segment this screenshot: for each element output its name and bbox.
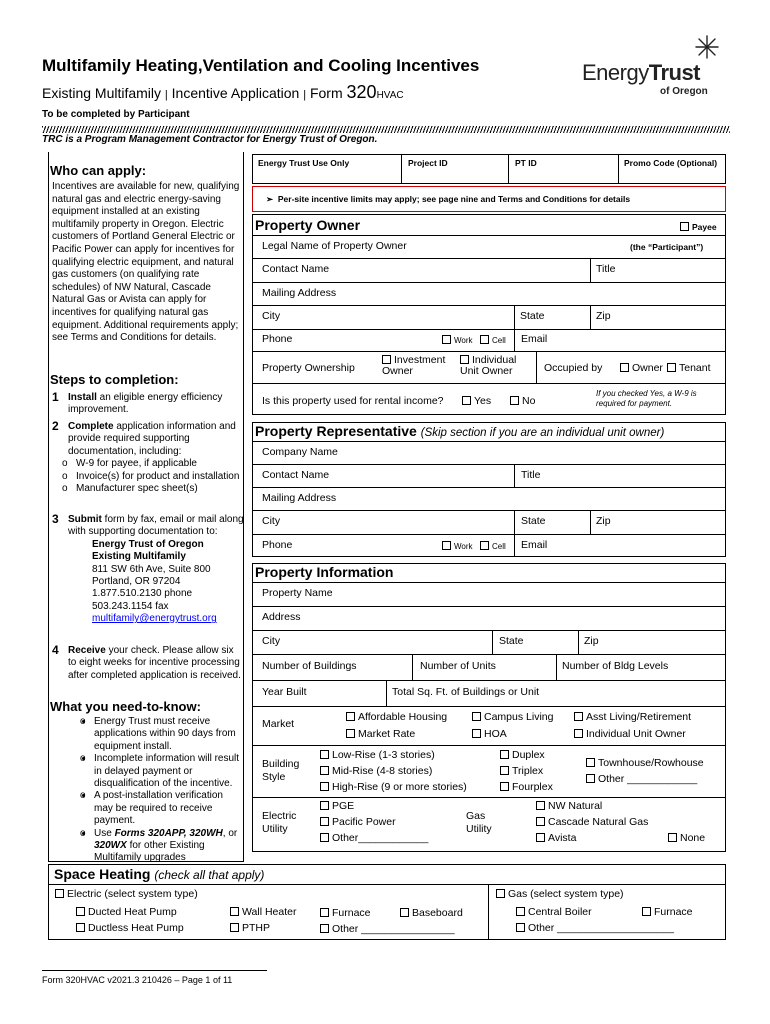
logo-sub: of Oregon	[660, 86, 708, 97]
participant-label: (the “Participant”)	[630, 242, 704, 252]
who-can-apply-body: Incentives are available for new, qualifying natural gas and electric energy-saving equipment installed at an existing multifamily property in Oregon. Electric customers of Portland General Electric or Pacific Power can apply for incentives for qualifying electric equipment, and natural gas customers (on qualifying rate schedules) of NW Natural, Cascade Natural Gas or Avista can apply for incentives for qualifying natural gas equipment. Additional requirements apply; see Terms and Conditions for details.	[52, 181, 240, 344]
step-1: 1 Install an eligible energy efficiency improvement.	[52, 390, 223, 416]
use-only-label: Energy Trust Use Only	[258, 158, 350, 168]
promo-code-label: Promo Code (Optional)	[624, 158, 718, 168]
rental-question: Is this property used for rental income?	[262, 395, 444, 407]
space-heating-heading: Space Heating (check all that apply)	[54, 866, 265, 882]
lowrise-checkbox[interactable]: Low-Rise (1-3 stories)	[320, 749, 435, 761]
property-zip-label: Zip	[584, 635, 599, 647]
electric-system-checkbox[interactable]: Electric (select system type)	[55, 888, 198, 900]
rep-state-label: State	[521, 515, 546, 527]
owner-phone-label: Phone	[262, 333, 293, 345]
townhouse-checkbox[interactable]: Townhouse/Rowhouse	[586, 757, 704, 769]
pthp-checkbox[interactable]: PTHP	[230, 922, 270, 934]
property-rep-heading: Property Representative (Skip section if you are an individual unit owner)	[255, 423, 665, 439]
rep-company-label: Company Name	[262, 446, 338, 458]
who-can-apply-heading: Who can apply:	[50, 163, 147, 178]
list-item: o Invoice(s) for product and installation	[76, 471, 244, 483]
hoa-checkbox[interactable]: HOA	[472, 728, 507, 740]
property-name-label: Property Name	[262, 587, 333, 599]
project-id-label: Project ID	[408, 158, 448, 168]
rep-city-label: City	[262, 515, 281, 527]
year-built-label: Year Built	[262, 686, 307, 698]
duplex-checkbox[interactable]: Duplex	[500, 749, 545, 761]
asst-living-checkbox[interactable]: Asst Living/Retirement	[574, 711, 691, 723]
central-boiler-checkbox[interactable]: Central Boiler	[516, 906, 592, 918]
energy-trust-logo	[582, 34, 722, 104]
pt-id-label: PT ID	[515, 158, 537, 168]
rep-contact-label: Contact Name	[262, 469, 330, 481]
cascade-checkbox[interactable]: Cascade Natural Gas	[536, 816, 648, 828]
w9-note: If you checked Yes, a W-9 is required for payment.	[596, 389, 697, 408]
step-2: 2 Complete application information and provide required supporting documentation, including: o W-9 for payee, if applicable o Invoice(s) for product and installation o Manufacturer spec sheet(s)	[52, 421, 244, 495]
furnace-checkbox[interactable]: Furnace	[320, 907, 371, 919]
logo-wordmark: EnergyTrust	[582, 60, 701, 85]
know-heading: What you need-to-know:	[50, 699, 201, 714]
pacific-power-checkbox[interactable]: Pacific Power	[320, 816, 396, 828]
spark-icon	[694, 34, 720, 60]
occupied-tenant-checkbox[interactable]: Tenant	[667, 362, 711, 374]
email-link[interactable]: multifamily@energytrust.org	[92, 613, 217, 625]
owner-mailing-label: Mailing Address	[262, 287, 337, 299]
avista-checkbox[interactable]: Avista	[536, 832, 576, 844]
building-style-label: Building Style	[262, 758, 300, 783]
midrise-checkbox[interactable]: Mid-Rise (4-8 stories)	[320, 765, 432, 777]
gas-none-checkbox[interactable]: None	[668, 832, 705, 844]
step-4: 4 Receive your check. Please allow six to eight weeks for incentive processing after completed application is received.	[52, 643, 241, 681]
highrise-checkbox[interactable]: High-Rise (9 or more stories)	[320, 781, 467, 793]
list-item: o • A post-installation verification may be required to receive payment.	[94, 790, 242, 827]
electric-other-heat-checkbox[interactable]: Other ________________	[320, 923, 455, 935]
rental-no-checkbox[interactable]: No	[510, 395, 535, 407]
hatch-divider	[42, 126, 730, 133]
footer-rule	[42, 970, 267, 971]
list-item: o • Use Forms 320APP, 320WH, or 320WX for other Existing Multifamily upgrades	[94, 828, 242, 865]
gas-furnace-checkbox[interactable]: Furnace	[642, 906, 693, 918]
buildings-label: Number of Buildings	[262, 660, 357, 672]
property-address-label: Address	[262, 611, 301, 623]
rep-phone-label: Phone	[262, 539, 293, 551]
individual-unit-checkbox[interactable]: Individual Unit Owner	[574, 728, 686, 740]
owner-city-label: City	[262, 310, 281, 322]
electric-utility-label: Electric Utility	[262, 810, 297, 835]
investment-owner-checkbox[interactable]: Investment Owner	[382, 354, 446, 377]
know-list	[50, 716, 242, 865]
nw-natural-checkbox[interactable]: NW Natural	[536, 800, 602, 812]
to-be-completed-note: To be completed by Participant	[42, 109, 190, 120]
payee-checkbox[interactable]: Payee	[680, 222, 717, 232]
gas-utility-label: Gas Utility	[466, 810, 492, 835]
property-owner-heading: Property Owner	[255, 217, 361, 233]
property-city-label: City	[262, 635, 281, 647]
gas-other-checkbox[interactable]: Other ____________________	[516, 922, 674, 934]
list-item: o W-9 for payee, if applicable	[76, 458, 244, 470]
rental-yes-checkbox[interactable]: Yes	[462, 395, 491, 407]
rep-cell-checkbox[interactable]: Cell	[480, 541, 506, 551]
list-item: o • Incomplete information will result in delayed payment or disqualification of the incentive.	[94, 753, 242, 790]
list-item: o • Energy Trust must receive applications within 90 days from equipment install.	[94, 716, 242, 753]
page-subtitle: Existing Multifamily | Incentive Application | Form 320HVAC	[42, 82, 404, 102]
ducted-checkbox[interactable]: Ducted Heat Pump	[76, 906, 177, 918]
property-rep-section	[252, 422, 726, 557]
page-footer: Form 320HVAC v2021.3 210426 – Page 1 of 11	[42, 975, 233, 985]
affordable-checkbox[interactable]: Affordable Housing	[346, 711, 447, 723]
triplex-checkbox[interactable]: Triplex	[500, 765, 543, 777]
owner-contact-label: Contact Name	[262, 263, 330, 275]
fourplex-checkbox[interactable]: Fourplex	[500, 781, 553, 793]
baseboard-checkbox[interactable]: Baseboard	[400, 907, 463, 919]
campus-checkbox[interactable]: Campus Living	[472, 711, 553, 723]
rep-mailing-label: Mailing Address	[262, 492, 337, 504]
owner-work-checkbox[interactable]: Work	[442, 335, 473, 345]
legal-name-label: Legal Name of Property Owner	[262, 240, 407, 252]
electric-other-checkbox[interactable]: Other____________	[320, 832, 428, 844]
gas-system-checkbox[interactable]: Gas (select system type)	[496, 888, 624, 900]
rep-zip-label: Zip	[596, 515, 611, 527]
incentive-limit-note: ➢ Per-site incentive limits may apply; see page nine and Terms and Conditions for details	[266, 194, 631, 204]
individual-owner-checkbox[interactable]: Individual Unit Owner	[460, 354, 517, 377]
owner-state-label: State	[520, 310, 545, 322]
occupied-owner-checkbox[interactable]: Owner	[620, 362, 663, 374]
rep-email-label: Email	[521, 539, 548, 551]
wall-heater-checkbox[interactable]: Wall Heater	[230, 906, 296, 918]
levels-label: Number of Bldg Levels	[562, 660, 669, 672]
step-3: 3 Submit form by fax, email or mail along with supporting documentation to: Energy Trust of Oregon Existing Multifamily 811 SW 6th Ave, Suite 800 Portland, OR 97204 1.877.510.2130 phone 503.243.1154 fax multifamily@energytrust.org	[52, 512, 244, 625]
owner-zip-label: Zip	[596, 310, 611, 322]
ductless-checkbox[interactable]: Ductless Heat Pump	[76, 922, 184, 934]
owner-cell-checkbox[interactable]: Cell	[480, 335, 506, 345]
steps-heading: Steps to completion:	[50, 372, 179, 387]
sqft-label: Total Sq. Ft. of Buildings or Unit	[392, 686, 540, 698]
page-title: Multifamily Heating,Ventilation and Cooling Incentives	[42, 56, 480, 75]
trc-note: TRC is a Program Management Contractor for Energy Trust of Oregon.	[42, 134, 378, 145]
property-state-label: State	[499, 635, 524, 647]
pge-checkbox[interactable]: PGE	[320, 800, 354, 812]
rep-work-checkbox[interactable]: Work	[442, 541, 473, 551]
occupied-by-label: Occupied by	[544, 362, 603, 374]
market-rate-checkbox[interactable]: Market Rate	[346, 728, 415, 740]
rep-title-label: Title	[521, 469, 541, 481]
list-item: o Manufacturer spec sheet(s)	[76, 483, 244, 495]
owner-email-label: Email	[521, 333, 548, 345]
owner-title-label: Title	[596, 263, 616, 275]
market-label: Market	[262, 718, 295, 730]
units-label: Number of Units	[420, 660, 496, 672]
ownership-label: Property Ownership	[262, 362, 355, 374]
style-other-checkbox[interactable]: Other ____________	[586, 773, 697, 785]
property-info-heading: Property Information	[255, 564, 394, 580]
